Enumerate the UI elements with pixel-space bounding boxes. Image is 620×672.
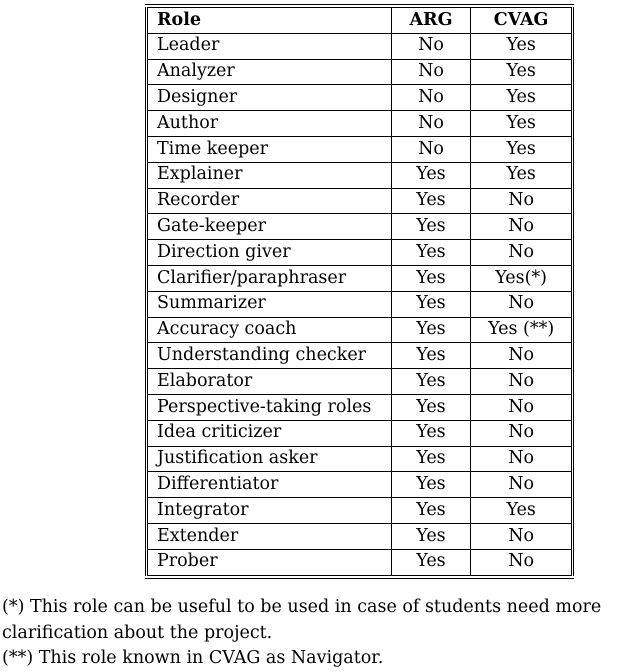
table-row — [147, 188, 573, 214]
cvag-cell: No — [471, 214, 573, 240]
role-cell: Accuracy coach — [147, 317, 392, 343]
arg-cell: Yes — [391, 291, 471, 317]
table-row — [147, 317, 573, 343]
role-cell: Perspective-taking roles — [147, 394, 392, 420]
cvag-cell: No — [471, 291, 573, 317]
arg-cell: Yes — [391, 265, 471, 291]
arg-cell: Yes — [391, 162, 471, 188]
cvag-cell: Yes — [471, 59, 573, 85]
role-cell: Integrator — [147, 498, 392, 524]
role-cell: Leader — [147, 33, 392, 59]
arg-cell: Yes — [391, 343, 471, 369]
cvag-cell: No — [471, 188, 573, 214]
role-cell: Elaborator — [147, 369, 392, 395]
table-row — [147, 394, 573, 420]
footnote-1-line-1: (*) This role can be useful to be used in case of students need more — [2, 597, 602, 617]
header-role: Role — [147, 8, 392, 34]
arg-cell: No — [391, 59, 471, 85]
arg-cell: No — [391, 136, 471, 162]
arg-cell: Yes — [391, 188, 471, 214]
arg-cell: Yes — [391, 394, 471, 420]
role-cell: Differentiator — [147, 472, 392, 498]
table-row — [147, 136, 573, 162]
role-cell: Explainer — [147, 162, 392, 188]
table-row — [147, 420, 573, 446]
roles-table-container — [145, 4, 574, 579]
arg-cell: Yes — [391, 446, 471, 472]
roles-table — [145, 7, 574, 576]
role-cell: Understanding checker — [147, 343, 392, 369]
arg-cell: Yes — [391, 214, 471, 240]
table-row — [147, 498, 573, 524]
footnote-2: (**) This role known in CVAG as Navigator. — [2, 648, 384, 668]
arg-cell: No — [391, 111, 471, 137]
table-row — [147, 291, 573, 317]
role-cell: Extender — [147, 523, 392, 549]
arg-cell: Yes — [391, 472, 471, 498]
cvag-cell: No — [471, 343, 573, 369]
cvag-cell: No — [471, 549, 573, 575]
cvag-cell: Yes — [471, 162, 573, 188]
table-row — [147, 472, 573, 498]
role-cell: Prober — [147, 549, 392, 575]
table-row — [147, 343, 573, 369]
role-cell: Justification asker — [147, 446, 392, 472]
footnote-1-line-2: clarification about the project. — [2, 622, 273, 643]
arg-cell: Yes — [391, 523, 471, 549]
cvag-cell: No — [471, 446, 573, 472]
arg-cell: No — [391, 85, 471, 111]
table-row — [147, 369, 573, 395]
table-row — [147, 162, 573, 188]
cvag-cell: Yes(*) — [471, 265, 573, 291]
role-cell: Designer — [147, 85, 392, 111]
cvag-cell: No — [471, 369, 573, 395]
arg-cell: Yes — [391, 549, 471, 575]
footnotes — [2, 595, 618, 672]
cvag-cell: Yes — [471, 85, 573, 111]
role-cell: Author — [147, 111, 392, 137]
table-row — [147, 85, 573, 111]
role-cell: Recorder — [147, 188, 392, 214]
role-cell: Idea criticizer — [147, 420, 392, 446]
role-cell: Summarizer — [147, 291, 392, 317]
arg-cell: No — [391, 33, 471, 59]
role-cell: Clarifier/paraphraser — [147, 265, 392, 291]
cvag-cell: Yes — [471, 136, 573, 162]
cvag-cell: Yes — [471, 111, 573, 137]
arg-cell: Yes — [391, 369, 471, 395]
table-row — [147, 111, 573, 137]
table-row — [147, 33, 573, 59]
cvag-cell: No — [471, 472, 573, 498]
arg-cell: Yes — [391, 240, 471, 266]
arg-cell: Yes — [391, 420, 471, 446]
table-row — [147, 59, 573, 85]
table-body — [147, 33, 573, 575]
cvag-cell: No — [471, 394, 573, 420]
cvag-cell: Yes — [471, 33, 573, 59]
role-cell: Direction giver — [147, 240, 392, 266]
cvag-cell: No — [471, 523, 573, 549]
table-row — [147, 240, 573, 266]
cvag-cell: No — [471, 240, 573, 266]
cvag-cell: Yes — [471, 498, 573, 524]
table-row — [147, 549, 573, 575]
table-header-row — [147, 8, 573, 34]
role-cell: Analyzer — [147, 59, 392, 85]
role-cell: Gate-keeper — [147, 214, 392, 240]
table-row — [147, 446, 573, 472]
table-row — [147, 214, 573, 240]
header-cvag: CVAG — [471, 8, 573, 34]
cvag-cell: Yes (**) — [471, 317, 573, 343]
role-cell: Time keeper — [147, 136, 392, 162]
table-row — [147, 265, 573, 291]
cvag-cell: No — [471, 420, 573, 446]
header-arg: ARG — [391, 8, 471, 34]
table-row — [147, 523, 573, 549]
arg-cell: Yes — [391, 317, 471, 343]
arg-cell: Yes — [391, 498, 471, 524]
